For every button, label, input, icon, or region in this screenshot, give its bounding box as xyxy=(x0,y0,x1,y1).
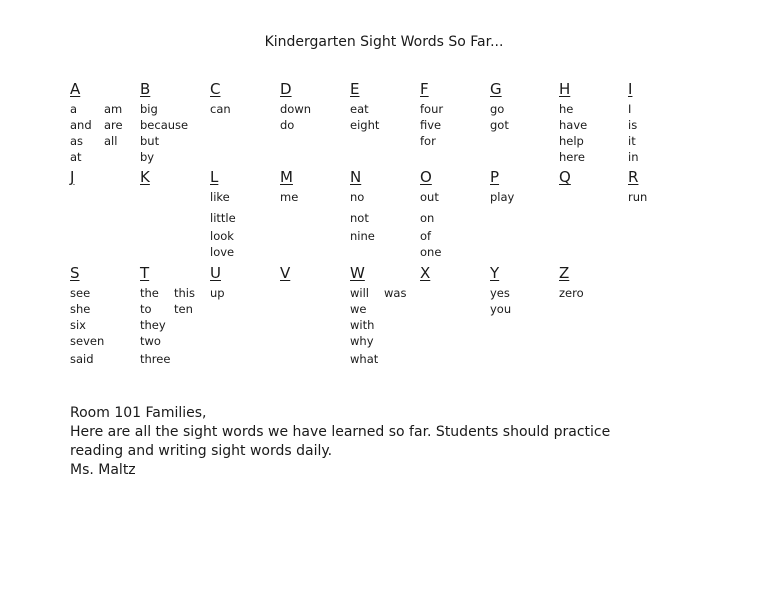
sight-word: he xyxy=(559,102,574,116)
letter-heading-z: Z xyxy=(559,264,570,282)
sight-word: said xyxy=(70,352,94,366)
letter-heading-d: D xyxy=(280,80,292,98)
letter-heading-j: J xyxy=(70,168,75,186)
sight-word: it xyxy=(628,134,636,148)
sight-word: nine xyxy=(350,229,375,243)
sight-word: not xyxy=(350,211,369,225)
sight-word: we xyxy=(350,302,367,316)
sight-word: two xyxy=(140,334,161,348)
sight-word: here xyxy=(559,150,585,164)
sight-word: will xyxy=(350,286,369,300)
sight-word: go xyxy=(490,102,505,116)
sight-word: no xyxy=(350,190,365,204)
sight-word: for xyxy=(420,134,436,148)
sight-word: yes xyxy=(490,286,510,300)
letter-heading-c: C xyxy=(210,80,221,98)
letter-heading-s: S xyxy=(70,264,80,282)
letter-heading-w: W xyxy=(350,264,365,282)
letter-heading-p: P xyxy=(490,168,500,186)
sight-word: me xyxy=(280,190,299,204)
sight-word: help xyxy=(559,134,584,148)
sight-word: of xyxy=(420,229,432,243)
sight-word: by xyxy=(140,150,155,164)
letter-heading-i: I xyxy=(628,80,633,98)
letter-heading-o: O xyxy=(420,168,432,186)
sight-word: up xyxy=(210,286,225,300)
sight-word: run xyxy=(628,190,648,204)
note-signature: Ms. Maltz xyxy=(70,462,136,478)
sight-word: seven xyxy=(70,334,105,348)
letter-heading-y: Y xyxy=(490,264,500,282)
sight-word: she xyxy=(70,302,91,316)
sight-word: the xyxy=(140,286,159,300)
note-body-line-2: reading and writing sight words daily. xyxy=(70,443,333,459)
sight-word: are xyxy=(104,118,123,132)
letter-heading-f: F xyxy=(420,80,429,98)
letter-heading-b: B xyxy=(140,80,151,98)
letter-heading-k: K xyxy=(140,168,150,186)
letter-heading-x: X xyxy=(420,264,431,282)
sight-word: but xyxy=(140,134,160,148)
sight-word: out xyxy=(420,190,439,204)
sight-word: as xyxy=(70,134,84,148)
sight-word: four xyxy=(420,102,444,116)
sight-word: this xyxy=(174,286,195,300)
sight-word: eat xyxy=(350,102,369,116)
sight-word: to xyxy=(140,302,152,316)
sight-word: with xyxy=(350,318,375,332)
letter-heading-h: H xyxy=(559,80,571,98)
sight-word: one xyxy=(420,245,442,259)
sight-word: am xyxy=(104,102,123,116)
letter-heading-a: A xyxy=(70,80,81,98)
note-greeting: Room 101 Families, xyxy=(70,405,207,421)
letter-heading-u: U xyxy=(210,264,221,282)
letter-heading-t: T xyxy=(140,264,150,282)
sight-word: all xyxy=(104,134,118,148)
sight-word: you xyxy=(490,302,512,316)
letter-heading-m: M xyxy=(280,168,293,186)
letter-heading-v: V xyxy=(280,264,291,282)
letter-heading-g: G xyxy=(490,80,502,98)
sight-word: little xyxy=(210,211,236,225)
letter-heading-l: L xyxy=(210,168,219,186)
sight-word: look xyxy=(210,229,234,243)
sight-word: got xyxy=(490,118,509,132)
sight-word: six xyxy=(70,318,86,332)
letter-heading-r: R xyxy=(628,168,639,186)
sight-word: I xyxy=(628,102,632,116)
sight-word: three xyxy=(140,352,171,366)
sight-word: big xyxy=(140,102,158,116)
sight-word: eight xyxy=(350,118,380,132)
note-body-line-1: Here are all the sight words we have learned so far. Students should practice xyxy=(70,424,611,440)
sight-word: down xyxy=(280,102,312,116)
sight-word: like xyxy=(210,190,230,204)
sight-word: zero xyxy=(559,286,584,300)
sight-word: love xyxy=(210,245,235,259)
letter-heading-n: N xyxy=(350,168,362,186)
sight-word: see xyxy=(70,286,91,300)
letter-heading-e: E xyxy=(350,80,360,98)
sight-word: why xyxy=(350,334,374,348)
sight-word: they xyxy=(140,318,166,332)
letter-heading-q: Q xyxy=(559,168,571,186)
sight-word: was xyxy=(384,286,407,300)
sight-word: ten xyxy=(174,302,193,316)
sight-word: and xyxy=(70,118,92,132)
family-note xyxy=(70,404,730,480)
sight-word: is xyxy=(628,118,638,132)
sight-word: play xyxy=(490,190,515,204)
sight-word: a xyxy=(70,102,78,116)
sight-word: because xyxy=(140,118,189,132)
sight-word: on xyxy=(420,211,435,225)
sight-word: do xyxy=(280,118,295,132)
sight-word: at xyxy=(70,150,82,164)
page-title: Kindergarten Sight Words So Far... xyxy=(264,34,504,50)
sight-word: have xyxy=(559,118,588,132)
sight-word: can xyxy=(210,102,231,116)
sight-word: in xyxy=(628,150,639,164)
sight-word: five xyxy=(420,118,442,132)
sight-word: what xyxy=(350,352,379,366)
